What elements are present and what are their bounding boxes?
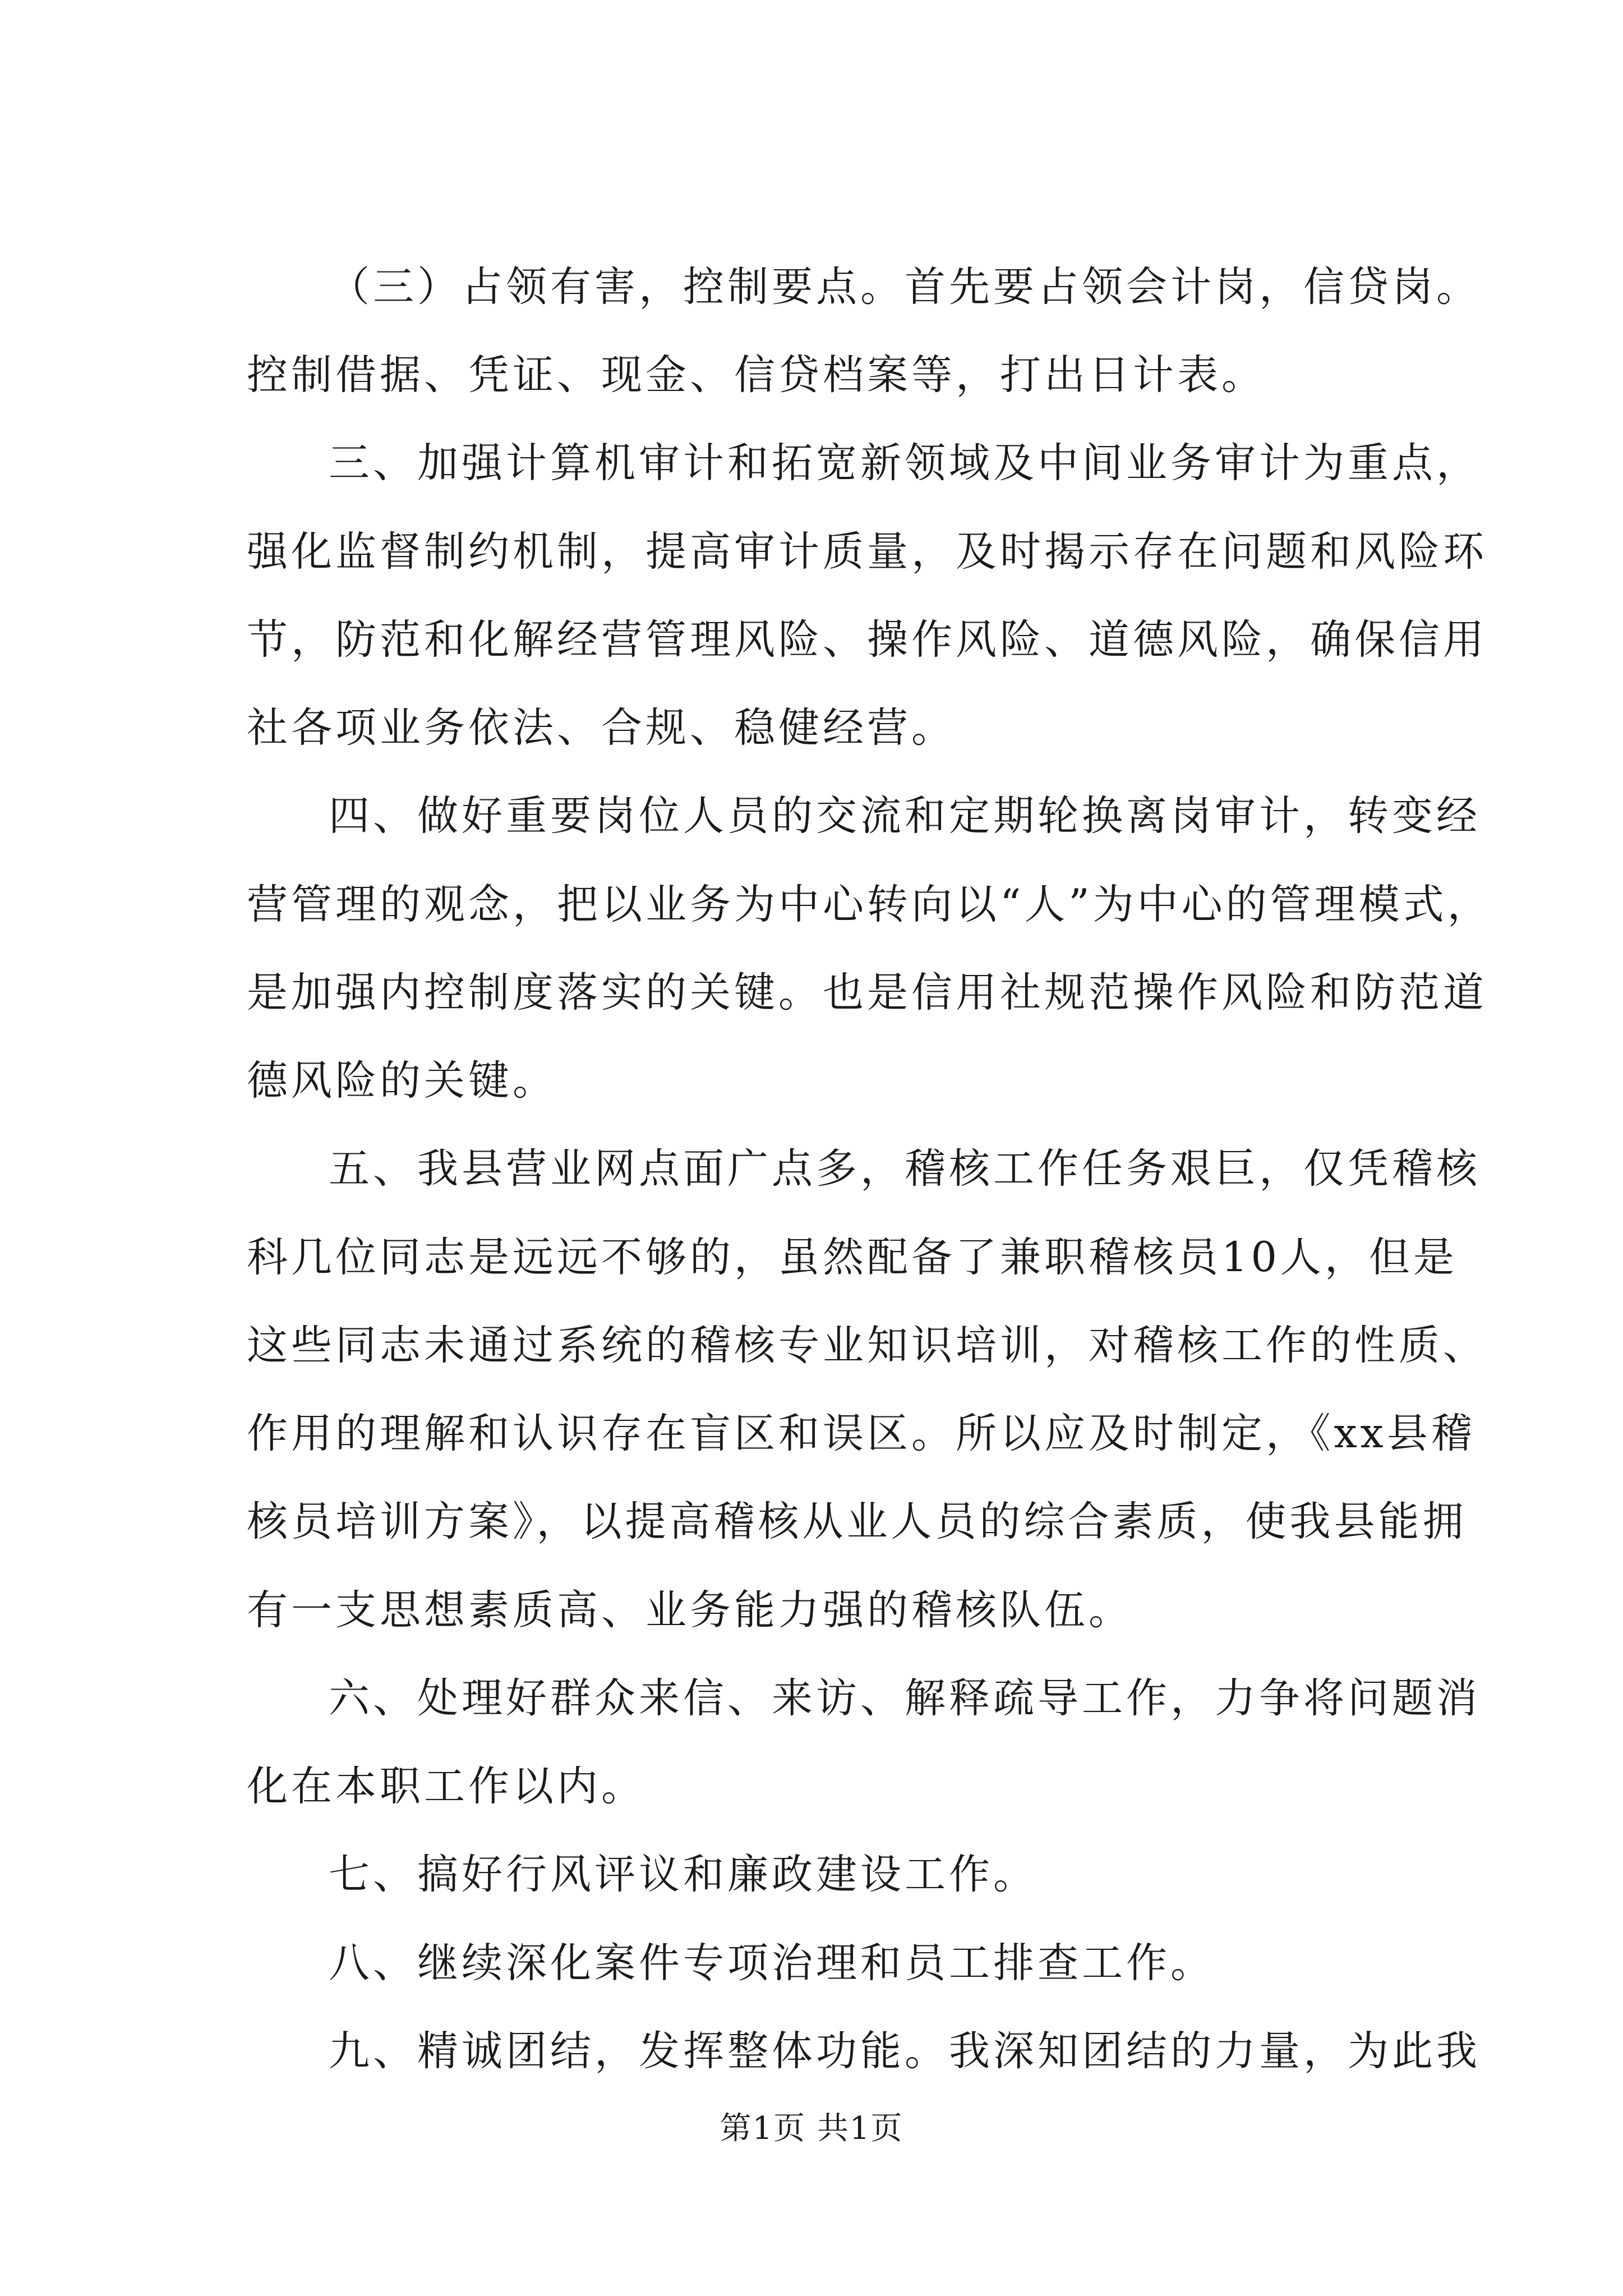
text-line: 营管理的观念，把以业务为中心转向以“人”为中心的管理模式， bbox=[247, 881, 1492, 928]
text-line: 八、继续深化案件专项治理和员工排查工作。 bbox=[329, 1939, 1215, 1987]
text-line: 这些同志未通过系统的稽核专业知识培训，对稽核工作的性质、 bbox=[247, 1322, 1487, 1369]
text-line: 三、加强计算机审计和拓宽新领域及中间业务审计为重点， bbox=[329, 439, 1481, 487]
text-line: 科几位同志是远远不够的，虽然配备了兼职稽核员10人，但是 bbox=[247, 1234, 1458, 1281]
text-line: 作用的理解和认识存在盲区和误区。所以应及时制定，《xx县稽 bbox=[247, 1410, 1476, 1457]
page-footer: 第1页 共1页 bbox=[720, 2110, 903, 2147]
text-line: 社各项业务依法、合规、稳健经营。 bbox=[247, 704, 956, 752]
text-line: 节，防范和化解经营管理风险、操作风险、道德风险，确保信用 bbox=[247, 616, 1487, 664]
text-line: 核员培训方案》，以提高稽核从业人员的综合素质，使我县能拥 bbox=[247, 1498, 1467, 1545]
text-line: 六、处理好群众来信、来访、解释疏导工作，力争将问题消 bbox=[329, 1674, 1481, 1722]
text-line: 是加强内控制度落实的关键。也是信用社规范操作风险和防范道 bbox=[247, 969, 1487, 1016]
text-line: 强化监督制约机制，提高审计质量，及时揭示存在问题和风险环 bbox=[247, 528, 1487, 576]
text-line: 七、搞好行风评议和廉政建设工作。 bbox=[329, 1851, 1038, 1898]
text-line: 九、精诚团结，发挥整体功能。我深知团结的力量，为此我 bbox=[329, 2027, 1481, 2075]
text-line: 五、我县营业网点面广点多，稽核工作任务艰巨，仅凭稽核 bbox=[329, 1145, 1481, 1193]
text-line: 控制借据、凭证、现金、信贷档案等，打出日计表。 bbox=[247, 351, 1266, 399]
text-line: 四、做好重要岗位人员的交流和定期轮换离岗审计，转变经 bbox=[329, 792, 1481, 840]
text-line: （三）占领有害，控制要点。首先要占领会计岗，信贷岗。 bbox=[329, 263, 1481, 311]
text-line: 有一支思想素质高、业务能力强的稽核队伍。 bbox=[247, 1586, 1133, 1634]
text-line: 德风险的关键。 bbox=[247, 1057, 557, 1105]
text-line: 化在本职工作以内。 bbox=[247, 1763, 645, 1810]
